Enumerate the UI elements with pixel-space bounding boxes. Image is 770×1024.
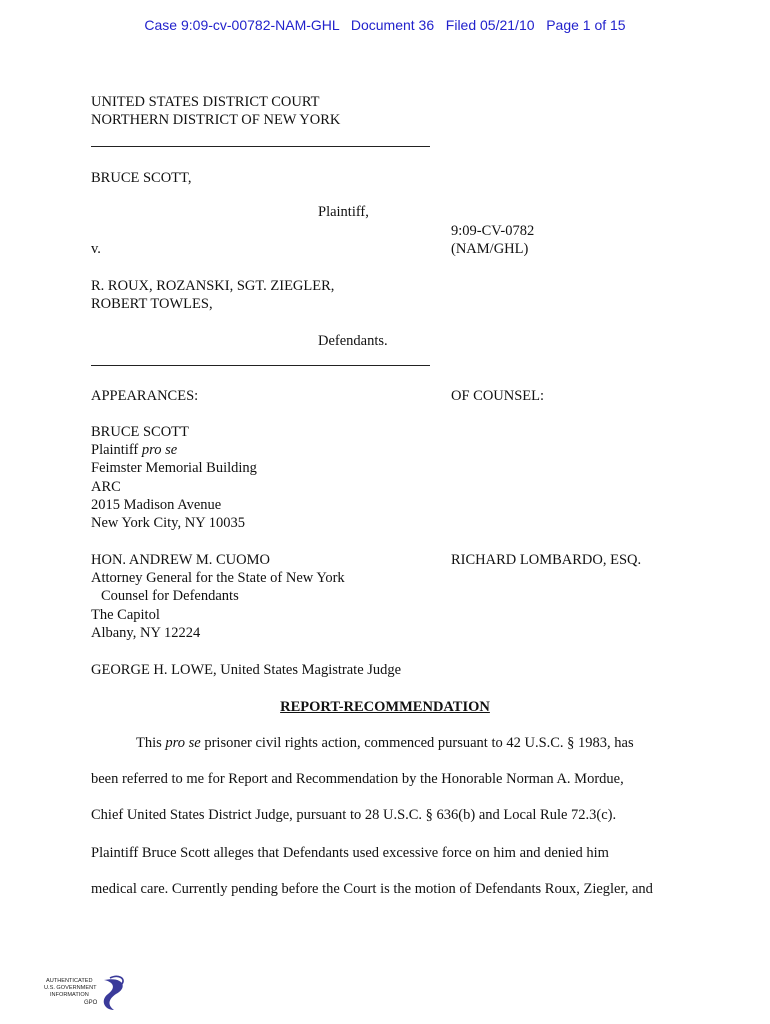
- body-line-1: [136, 735, 634, 752]
- case-judges: (NAM/GHL): [451, 241, 529, 257]
- appearances-label: APPEARANCES:: [91, 388, 199, 404]
- body-line-3: Chief United States District Judge, pursuant to 28 U.S.C. § 636(b) and Local Rule 72.3(c).: [91, 807, 617, 823]
- body-line-2: been referred to me for Report and Recommendation by the Honorable Norman A. Mordue,: [91, 771, 624, 787]
- defendant-appearance-role: Counsel for Defendants: [101, 588, 239, 605]
- defendants-line-2: ROBERT TOWLES,: [91, 296, 213, 313]
- plaintiff-address-4: New York City, NY 10035: [91, 515, 246, 532]
- plaintiff-address-1: Feimster Memorial Building: [91, 460, 257, 477]
- versus: v.: [91, 241, 101, 257]
- caption-rule-bottom: [91, 365, 430, 366]
- role-italic: pro se: [141, 442, 178, 459]
- of-counsel-name: RICHARD LOMBARDO, ESQ.: [451, 552, 642, 568]
- case-header: Case 9:09-cv-00782-NAM-GHL Document 36 Filed 05/21/10 Page 1 of 15: [144, 17, 626, 33]
- of-counsel-label: OF COUNSEL:: [451, 388, 545, 404]
- caption-rule-top: [91, 146, 430, 147]
- defendants-label: Defendants.: [318, 333, 388, 349]
- defendant-appearance-name: HON. ANDREW M. CUOMO: [91, 552, 270, 568]
- role-prefix: Plaintiff: [91, 442, 142, 459]
- case-number: 9:09-CV-0782: [451, 223, 535, 239]
- defendant-address-2: Albany, NY 12224: [91, 624, 201, 641]
- seal-line-2: U.S. GOVERNMENT: [44, 985, 97, 991]
- plaintiff-appearance-role: [91, 441, 257, 459]
- court-line-2: NORTHERN DISTRICT OF NEW YORK: [91, 112, 341, 129]
- defendant-address-1: The Capitol: [91, 606, 160, 623]
- defendants-names: [91, 277, 334, 313]
- document-title: [0, 698, 770, 716]
- body-line-1-b: prisoner civil rights action, commenced pursuant to 42 U.S.C. § 1983, has: [200, 735, 634, 751]
- body-line-1-a: This: [136, 735, 166, 751]
- document-title-text: REPORT-RECOMMENDATION: [280, 699, 490, 715]
- judge-line: GEORGE H. LOWE, United States Magistrate Judge: [91, 662, 402, 678]
- court-line-1: UNITED STATES DISTRICT COURT: [91, 94, 320, 110]
- defendant-appearance: [91, 551, 345, 642]
- plaintiff-name: BRUCE SCOTT,: [91, 170, 192, 186]
- eagle-icon: [104, 979, 123, 1010]
- plaintiff-appearance-name: BRUCE SCOTT: [91, 424, 189, 440]
- gpo-authentication-seal: [44, 974, 134, 1016]
- plaintiff-address-3: 2015 Madison Avenue: [91, 496, 222, 513]
- defendants-line-1: R. ROUX, ROZANSKI, SGT. ZIEGLER,: [91, 278, 335, 294]
- plaintiff-appearance: [91, 423, 257, 532]
- body-line-1-italic: pro se: [165, 735, 201, 751]
- plaintiff-label: Plaintiff,: [318, 204, 369, 220]
- seal-line-1: AUTHENTICATED: [46, 978, 93, 984]
- plaintiff-address-2: ARC: [91, 478, 121, 495]
- seal-line-3: INFORMATION: [50, 992, 89, 998]
- seal-line-4: GPO: [84, 1000, 98, 1006]
- court-name: [91, 93, 340, 129]
- body-line-5: medical care. Currently pending before the Court is the motion of Defendants Roux, Ziegler, and: [91, 881, 653, 897]
- defendant-appearance-title: Attorney General for the State of New York: [91, 570, 345, 587]
- body-line-4: Plaintiff Bruce Scott alleges that Defendants used excessive force on him and denied him: [91, 845, 609, 861]
